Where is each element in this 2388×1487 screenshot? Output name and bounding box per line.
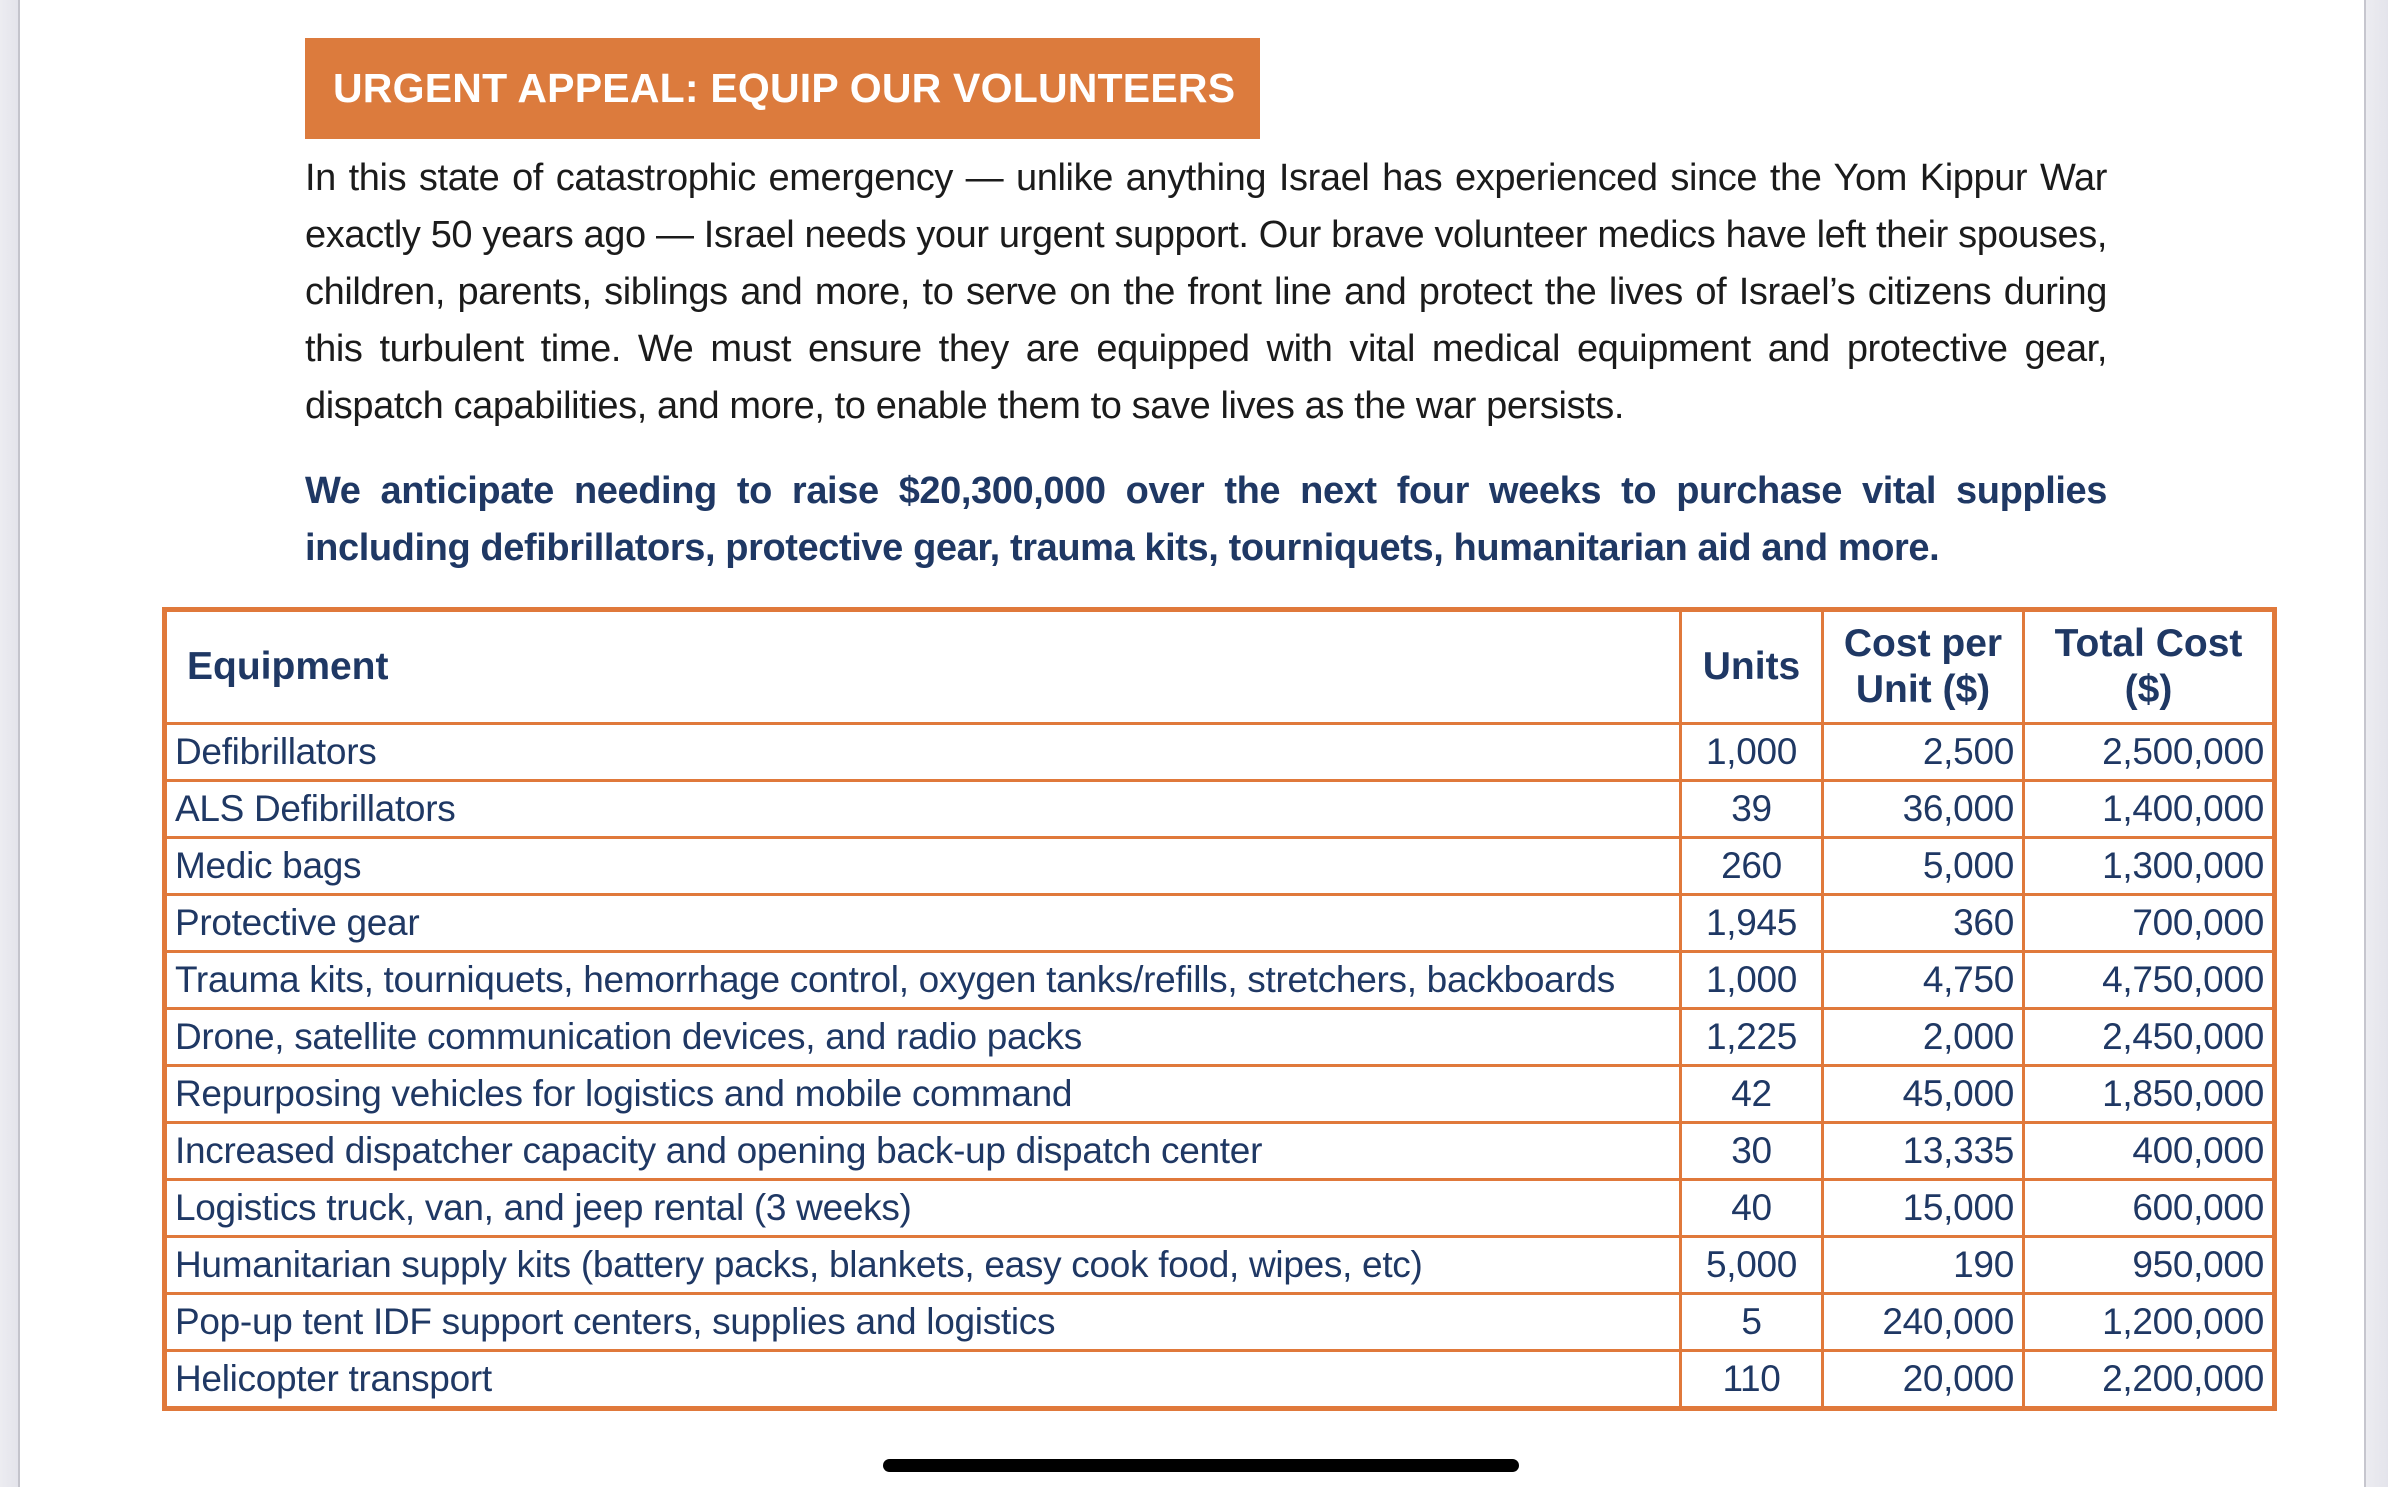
page-body-text	[305, 150, 2107, 577]
total-cost-cell: 1,400,000	[2024, 781, 2275, 838]
total-cost-cell: 400,000	[2024, 1123, 2275, 1180]
table-header-row	[165, 610, 2275, 724]
table-row	[165, 952, 2275, 1009]
table-row	[165, 1237, 2275, 1294]
cost-per-unit-cell: 4,750	[1823, 952, 2024, 1009]
equipment-cost-table	[162, 607, 2277, 1411]
viewer-left-margin	[0, 0, 20, 1487]
table-row	[165, 1066, 2275, 1123]
cost-per-unit-cell: 190	[1823, 1237, 2024, 1294]
equipment-cell: ALS Defibrillators	[165, 781, 1681, 838]
table-row	[165, 1351, 2275, 1409]
units-cell: 42	[1681, 1066, 1823, 1123]
total-cost-cell: 950,000	[2024, 1237, 2275, 1294]
equipment-table-body	[165, 724, 2275, 1409]
units-cell: 40	[1681, 1180, 1823, 1237]
viewer-right-margin	[2364, 0, 2388, 1487]
equipment-cell: Medic bags	[165, 838, 1681, 895]
table-row	[165, 724, 2275, 781]
table-row	[165, 1009, 2275, 1066]
table-row	[165, 1180, 2275, 1237]
cost-per-unit-cell: 15,000	[1823, 1180, 2024, 1237]
fundraising-goal-paragraph: We anticipate needing to raise $20,300,000 over the next four weeks to purchase vital supplies including defibrillators, protective gear, trauma kits, tourniquets, humanitarian aid and more.	[305, 470, 2107, 569]
equipment-column-header: Equipment	[165, 610, 1681, 724]
units-cell: 260	[1681, 838, 1823, 895]
appeal-banner-title: URGENT APPEAL: EQUIP OUR VOLUNTEERS	[333, 65, 1236, 111]
equipment-cell: Repurposing vehicles for logistics and mobile command	[165, 1066, 1681, 1123]
total-cost-cell: 2,200,000	[2024, 1351, 2275, 1409]
cost-per-unit-cell: 20,000	[1823, 1351, 2024, 1409]
appeal-banner	[305, 38, 1260, 139]
equipment-cell: Trauma kits, tourniquets, hemorrhage control, oxygen tanks/refills, stretchers, backboards	[165, 952, 1681, 1009]
equipment-cell: Protective gear	[165, 895, 1681, 952]
equipment-cell: Humanitarian supply kits (battery packs, blankets, easy cook food, wipes, etc)	[165, 1237, 1681, 1294]
units-cell: 5	[1681, 1294, 1823, 1351]
units-cell: 5,000	[1681, 1237, 1823, 1294]
equipment-cell: Helicopter transport	[165, 1351, 1681, 1409]
units-cell: 110	[1681, 1351, 1823, 1409]
table-row	[165, 1123, 2275, 1180]
total-cost-column-header: Total Cost ($)	[2024, 610, 2275, 724]
total-cost-cell: 2,450,000	[2024, 1009, 2275, 1066]
units-cell: 1,945	[1681, 895, 1823, 952]
units-column-header: Units	[1681, 610, 1823, 724]
cost-per-unit-cell: 5,000	[1823, 838, 2024, 895]
equipment-cell: Pop-up tent IDF support centers, supplies and logistics	[165, 1294, 1681, 1351]
equipment-cell: Drone, satellite communication devices, and radio packs	[165, 1009, 1681, 1066]
cost-per-unit-cell: 36,000	[1823, 781, 2024, 838]
total-cost-cell: 4,750,000	[2024, 952, 2275, 1009]
table-row	[165, 895, 2275, 952]
cost-per-unit-cell: 240,000	[1823, 1294, 2024, 1351]
total-cost-cell: 1,200,000	[2024, 1294, 2275, 1351]
cost-per-unit-cell: 13,335	[1823, 1123, 2024, 1180]
total-cost-cell: 2,500,000	[2024, 724, 2275, 781]
equipment-cell: Increased dispatcher capacity and opening back-up dispatch center	[165, 1123, 1681, 1180]
equipment-cell: Logistics truck, van, and jeep rental (3 weeks)	[165, 1180, 1681, 1237]
cost-per-unit-column-header: Cost per Unit ($)	[1823, 610, 2024, 724]
cost-per-unit-cell: 45,000	[1823, 1066, 2024, 1123]
total-cost-cell: 700,000	[2024, 895, 2275, 952]
table-row	[165, 838, 2275, 895]
units-cell: 30	[1681, 1123, 1823, 1180]
total-cost-cell: 600,000	[2024, 1180, 2275, 1237]
table-row	[165, 781, 2275, 838]
units-cell: 1,000	[1681, 952, 1823, 1009]
units-cell: 39	[1681, 781, 1823, 838]
total-cost-cell: 1,850,000	[2024, 1066, 2275, 1123]
cost-per-unit-cell: 360	[1823, 895, 2024, 952]
equipment-cell: Defibrillators	[165, 724, 1681, 781]
cost-per-unit-cell: 2,500	[1823, 724, 2024, 781]
table-row	[165, 1294, 2275, 1351]
units-cell: 1,225	[1681, 1009, 1823, 1066]
document-page	[20, 0, 2364, 1487]
units-cell: 1,000	[1681, 724, 1823, 781]
home-indicator-bar[interactable]	[883, 1459, 1519, 1472]
total-cost-cell: 1,300,000	[2024, 838, 2275, 895]
cost-per-unit-cell: 2,000	[1823, 1009, 2024, 1066]
intro-paragraph: In this state of catastrophic emergency — unlike anything Israel has experienced since the Yom Kippur War exactly 50 years ago — Israel needs your urgent support. Our brave volunteer medics have left their spouses, children, parents, siblings and more, to serve on the front line and protect the lives of Israel’s citizens during this turbulent time. We must ensure they are equipped with vital medical equipment and protective gear, dispatch capabilities, and more, to enable them to save lives as the war persists.	[305, 157, 2107, 427]
